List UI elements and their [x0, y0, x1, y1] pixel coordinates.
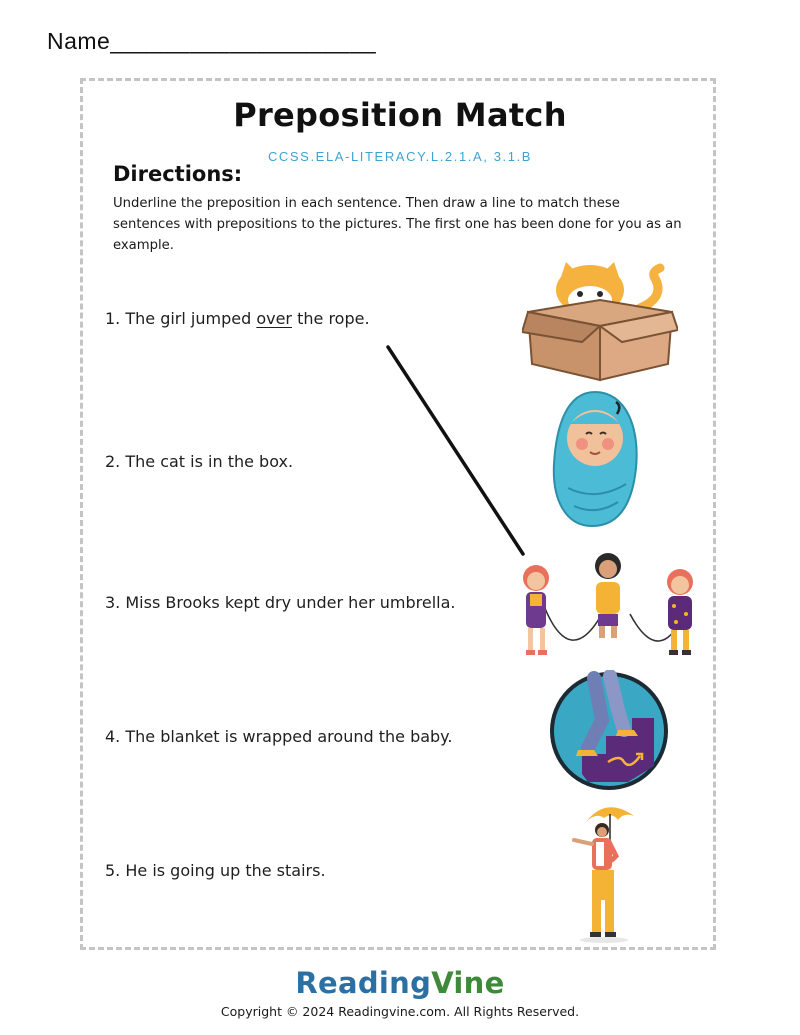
sentence-1-before: 1. The girl jumped — [105, 309, 257, 328]
copyright-notice: Copyright © 2024 Readingvine.com. All Rights Reserved. — [220, 1004, 580, 1019]
cat-in-box-icon[interactable] — [522, 260, 678, 382]
woman-with-umbrella-icon[interactable] — [562, 800, 652, 946]
sentence-5[interactable]: 5. He is going up the stairs. — [105, 861, 326, 880]
sentence-1-underlined-word: over — [256, 309, 293, 328]
girls-jumping-rope-icon[interactable] — [510, 550, 720, 662]
wrapped-baby-icon[interactable] — [548, 388, 642, 530]
sentence-2[interactable]: 2. The cat is in the box. — [105, 452, 294, 471]
logo-vine-text: Vine — [431, 966, 505, 1000]
directions-text: Underline the preposition in each sentence. Then draw a line to match these sentences with prepositions to the pictures. The first one has been done for you as an example. — [113, 196, 682, 253]
directions-heading: Directions: — [113, 162, 243, 186]
walking-up-stairs-icon[interactable] — [548, 670, 670, 792]
name-field[interactable]: Name____________________ — [47, 28, 377, 54]
logo-reading-text: Reading — [295, 966, 432, 1000]
readingvine-logo — [0, 966, 800, 1000]
sentence-3[interactable]: 3. Miss Brooks kept dry under her umbrella. — [105, 593, 456, 612]
page-title: Preposition Match — [233, 96, 567, 134]
sentence-4[interactable]: 4. The blanket is wrapped around the baby. — [105, 727, 453, 746]
standard-code: CCSS.ELA-LITERACY.L.2.1.A, 3.1.B — [267, 149, 533, 164]
sentence-1-after: the rope. — [292, 309, 370, 328]
